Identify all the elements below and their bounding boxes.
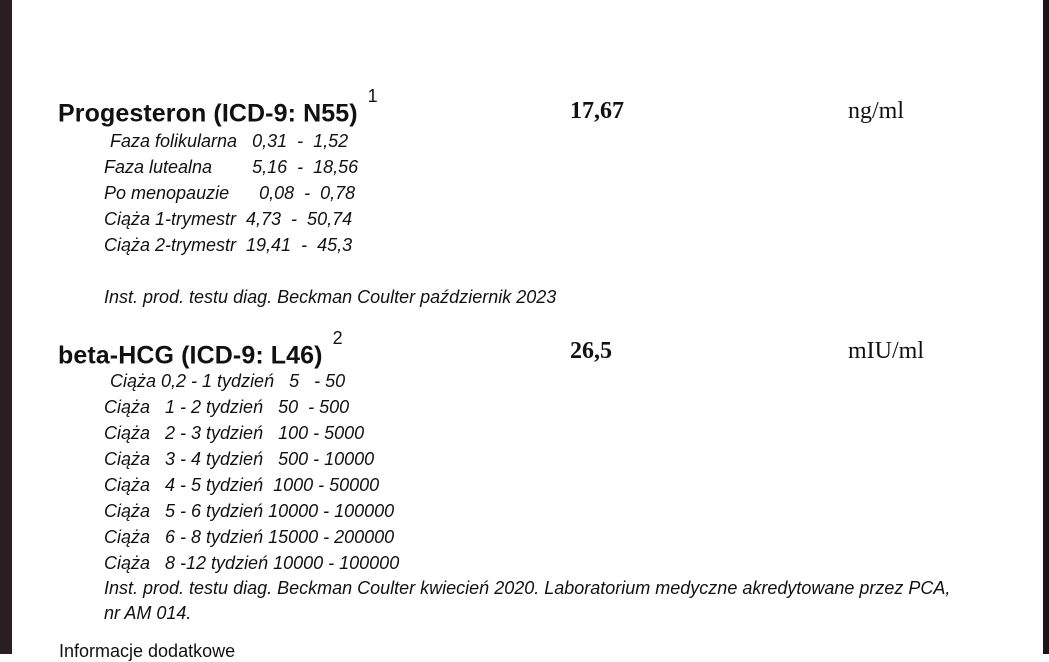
additional-info-heading: Informacje dodatkowe (59, 641, 236, 661)
progesteron-range-row: Faza folikularna 0,31 - 1,52 (110, 131, 349, 151)
left-frame-edge (0, 0, 12, 654)
right-frame-edge (1043, 0, 1049, 654)
hcg-range-row: Ciąża 8 -12 tydzień 10000 - 100000 (104, 553, 400, 573)
hcg-range-row: Ciąża 4 - 5 tydzień 1000 - 50000 (104, 475, 380, 495)
progesteron-range-row: Ciąża 2-trymestr 19,41 - 45,3 (104, 235, 353, 255)
hcg-method-note: Inst. prod. testu diag. Beckman Coulter kwiecień 2020. Laboratorium medyczne akredytowane przez PCA, (104, 578, 951, 598)
progesteron-unit: ng/ml (848, 98, 905, 124)
hcg-title-text: beta-HCG (ICD-9: L46) (58, 341, 323, 370)
progesteron-title-text: Progesteron (ICD-9: N55) (58, 99, 358, 128)
hcg-method-note-continued: nr AM 014. (104, 603, 192, 623)
hcg-range-row: Ciąża 3 - 4 tydzień 500 - 10000 (104, 449, 375, 469)
progesteron-result: 17,67 (570, 98, 624, 124)
progesteron-range-row: Ciąża 1-trymestr 4,73 - 50,74 (104, 209, 353, 229)
hcg-unit: mIU/ml (848, 338, 924, 364)
hcg-range-row: Ciąża 0,2 - 1 tydzień 5 - 50 (110, 371, 346, 391)
progesteron-title (58, 86, 378, 128)
progesteron-range-row: Faza lutealna 5,16 - 18,56 (104, 157, 359, 177)
progesteron-method-note: Inst. prod. testu diag. Beckman Coulter październik 2023 (104, 287, 557, 307)
hcg-range-row: Ciąża 2 - 3 tydzień 100 - 5000 (104, 423, 365, 443)
hcg-range-row: Ciąża 6 - 8 tydzień 15000 - 200000 (104, 527, 395, 547)
hcg-result: 26,5 (570, 338, 612, 364)
hcg-range-row: Ciąża 1 - 2 tydzień 50 - 500 (104, 397, 350, 417)
hcg-range-row: Ciąża 5 - 6 tydzień 10000 - 100000 (104, 501, 395, 521)
progesteron-footnote: 1 (367, 86, 378, 106)
lab-report-page (12, 0, 1043, 661)
hcg-footnote: 2 (332, 328, 343, 348)
hcg-title (58, 328, 343, 370)
progesteron-range-row: Po menopauzie 0,08 - 0,78 (104, 183, 356, 203)
